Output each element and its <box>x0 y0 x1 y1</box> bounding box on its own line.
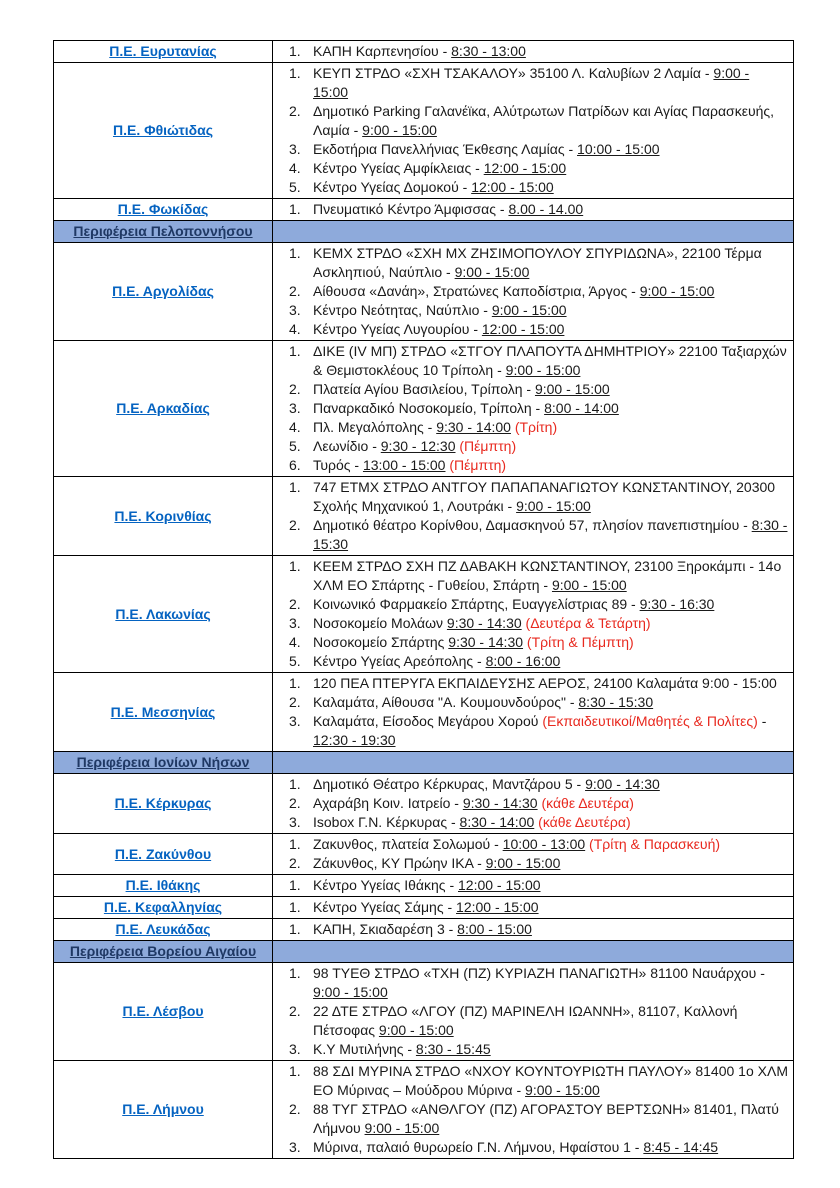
region-name-cell <box>54 243 273 341</box>
location-text: Εκδοτήρια Πανελλήνιας Έκθεσης Λαμίας - <box>313 141 578 157</box>
region-row <box>54 673 794 752</box>
item-number: 1. <box>289 558 301 574</box>
location-text: Καλαμάτα, Αίθουσα "Α. Κουμουνδούρος" - <box>313 694 579 710</box>
location-text: ΚΕΕΜ ΣΤΡΔΟ ΣΧΗ ΠΖ ΔΑΒΑΚΗ ΚΩΝΣΤΑΝΤΙΝΟΥ, 23100 Ξηροκάμπι - 14ο ΧΛΜ ΕΟ Σπάρτης - Γυθείου, Σπάρτη - <box>313 558 782 593</box>
locations-cell <box>273 199 794 221</box>
item-text <box>313 64 790 102</box>
time-range: 9:00 - 15:00 <box>516 498 591 514</box>
time-range: 12:00 - 15:00 <box>471 179 554 195</box>
time-range: 8:30 - 13:00 <box>451 43 526 59</box>
item-number: 5. <box>289 653 301 669</box>
region-link[interactable]: Π.Ε. Φωκίδας <box>117 201 209 217</box>
schedule-item <box>276 42 790 61</box>
region-name-cell <box>54 556 273 673</box>
region-row <box>54 477 794 556</box>
day-annotation: (κάθε Δευτέρα) <box>534 814 631 830</box>
region-link[interactable]: Π.Ε. Λακωνίας <box>115 605 211 622</box>
location-text: ΚΑΠΗ Καρπενησίου - <box>313 43 452 59</box>
region-name-cell <box>54 875 273 897</box>
item-text <box>313 418 790 437</box>
item-text <box>313 140 790 159</box>
schedule-item <box>276 516 790 554</box>
item-number: 2. <box>289 517 301 533</box>
item-number: 1. <box>289 776 301 792</box>
region-row <box>54 243 794 341</box>
region-link[interactable]: Π.Ε. Λευκάδας <box>115 921 211 937</box>
item-text <box>313 200 790 219</box>
item-text <box>313 102 790 140</box>
item-number: 3. <box>289 302 301 318</box>
time-range: 9:00 - 15:00 <box>454 264 530 280</box>
region-link[interactable]: Π.Ε. Λήμνου <box>122 1101 204 1117</box>
locations-cell <box>273 834 794 875</box>
location-text: Isobox Γ.Ν. Κέρκυρας - <box>313 814 460 830</box>
schedule-item <box>276 1002 790 1040</box>
locations-cell <box>273 963 794 1061</box>
time-range: 9:30 - 14:30 <box>448 634 524 650</box>
item-text <box>313 1040 790 1059</box>
location-text: Κέντρο Υγείας Ιθάκης - <box>313 877 458 893</box>
schedule-item <box>276 437 790 456</box>
time-range: 8.00 - 14.00 <box>508 201 584 217</box>
region-row <box>54 41 794 63</box>
location-text: Νοσοκομείο Σπάρτης <box>313 634 449 650</box>
schedule-item <box>276 1062 790 1100</box>
item-number: 3. <box>289 713 301 729</box>
item-number: 1. <box>289 899 301 915</box>
location-text: Παναρκαδικό Νοσοκομείο, Τρίπολη - <box>313 400 545 416</box>
schedule-item <box>276 964 790 1002</box>
time-range: 9:00 - 15:00 <box>639 283 715 299</box>
item-text <box>313 652 790 671</box>
time-range: 13:00 - 15:00 <box>362 457 446 473</box>
section-header-cell <box>54 221 273 243</box>
schedule-item <box>276 418 790 437</box>
item-text <box>313 380 790 399</box>
item-text <box>313 399 790 418</box>
region-link[interactable]: Π.Ε. Ευρυτανίας <box>109 43 217 59</box>
item-number: 2. <box>289 795 301 811</box>
section-header-row <box>54 752 794 774</box>
time-range: 8:00 - 14:00 <box>544 400 619 416</box>
section-empty-cell <box>273 752 794 774</box>
time-range: 12:00 - 15:00 <box>483 160 567 176</box>
time-range: 8:30 - 15:45 <box>415 1041 491 1057</box>
schedule-item <box>276 813 790 832</box>
location-text: Κέντρο Υγείας Αρεόπολης - <box>313 653 486 669</box>
section-header-cell <box>54 941 273 963</box>
time-range: 9:30 - 14:30 <box>462 795 538 811</box>
region-link[interactable]: Π.Ε. Κέρκυρας <box>114 795 212 811</box>
item-number: 1. <box>289 921 301 937</box>
location-text: Πλατεία Αγίου Βασιλείου, Τρίπολη - <box>313 381 535 397</box>
day-annotation: (Τρίτη) <box>510 419 558 435</box>
region-name-cell <box>54 341 273 477</box>
locations-cell <box>273 1061 794 1159</box>
item-number: 2. <box>289 1003 301 1019</box>
time-range: 12:00 - 15:00 <box>481 321 565 337</box>
locations-cell <box>273 919 794 941</box>
time-range: 9:00 - 15:00 <box>378 1022 454 1038</box>
item-number: 5. <box>289 179 301 195</box>
location-text: Πνευματικό Κέντρο Άμφισσας - <box>313 201 509 217</box>
region-row <box>54 63 794 199</box>
item-number: 3. <box>289 814 301 830</box>
schedule-item <box>276 478 790 516</box>
time-range: 8:30 - 15:30 <box>313 517 788 552</box>
item-text <box>313 835 790 854</box>
schedule-item <box>276 342 790 380</box>
item-text <box>313 178 790 197</box>
location-text: ΔΙΚΕ (IV ΜΠ) ΣΤΡΔΟ «ΣΤΓΟΥ ΠΛΑΠΟΥΤΑ ΔΗΜΗΤΡΙΟΥ» 22100 Ταξιαρχών & Θεμιστοκλέους 10 Τρίπολη - <box>313 343 787 378</box>
region-row <box>54 199 794 221</box>
location-text: 120 ΠΕΑ ΠΤΕΡΥΓΑ ΕΚΠΑΙΔΕΥΣΗΣ ΑΕΡΟΣ, 24100 Καλαμάτα 9:00 - 15:00 <box>313 675 777 691</box>
schedule-item <box>276 674 790 693</box>
locations-cell <box>273 341 794 477</box>
schedule-item <box>276 854 790 873</box>
time-range: 12:00 - 15:00 <box>456 899 539 915</box>
item-number: 5. <box>289 438 301 454</box>
location-text: ΚΕΥΠ ΣΤΡΔΟ «ΣΧΗ ΤΣΑΚΑΛΟΥ» 35100 Λ. Καλυβίων 2 Λαμία - <box>313 65 714 81</box>
region-name-cell <box>54 41 273 63</box>
time-range: 12:30 - 19:30 <box>313 732 396 748</box>
item-text <box>313 1002 790 1040</box>
region-row <box>54 919 794 941</box>
time-range: 9:30 - 14:30 <box>446 615 522 631</box>
item-text <box>313 244 790 282</box>
item-text <box>313 920 790 939</box>
time-range: 8:00 - 15:00 <box>457 921 532 937</box>
item-text <box>313 1100 790 1138</box>
schedule-item <box>276 200 790 219</box>
locations-cell <box>273 41 794 63</box>
schedule-item <box>276 399 790 418</box>
item-text <box>313 712 790 750</box>
item-number: 1. <box>289 201 301 217</box>
item-number: 3. <box>289 1041 301 1057</box>
location-text: 88 ΣΔΙ ΜΥΡΙΝΑ ΣΤΡΔΟ «ΝΧΟΥ ΚΟΥΝΤΟΥΡΙΩΤΗ ΠΑΥΛΟΥ» 81400 1ο ΧΛΜ ΕΟ Μύρινας – Μούδρου Μύρινα - <box>313 1063 788 1098</box>
region-row <box>54 774 794 834</box>
section-empty-cell <box>273 221 794 243</box>
time-range: 9:30 - 14:00 <box>436 419 511 435</box>
time-range: 9:00 - 15:00 <box>505 362 581 378</box>
region-link[interactable]: Π.Ε. Κεφαλληνίας <box>103 899 223 915</box>
schedule-item <box>276 794 790 813</box>
section-title-link[interactable]: Περιφέρεια Ιονίων Νήσων <box>76 754 250 770</box>
time-range: 9:00 - 15:00 <box>364 1120 440 1136</box>
time-range: 9:00 - 15:00 <box>551 577 627 593</box>
region-link[interactable]: Π.Ε. Αργολίδας <box>112 283 214 299</box>
item-text <box>313 516 790 554</box>
location-text: Κ.Υ Μυτιλήνης - <box>313 1041 416 1057</box>
schedule-item <box>276 614 790 633</box>
locations-cell <box>273 774 794 834</box>
section-title-link[interactable]: Περιφέρεια Πελοποννήσου <box>73 223 253 239</box>
locations-cell <box>273 897 794 919</box>
region-row <box>54 341 794 477</box>
location-text: Τυρός - <box>313 457 363 473</box>
region-name-cell <box>54 673 273 752</box>
schedule-item <box>276 301 790 320</box>
schedule-item <box>276 652 790 671</box>
item-number: 2. <box>289 103 301 119</box>
item-text <box>313 964 790 1002</box>
schedule-item <box>276 835 790 854</box>
location-text: Κέντρο Υγείας Αμφίκλειας - <box>313 160 484 176</box>
item-text <box>313 898 790 917</box>
item-number: 1. <box>289 479 301 495</box>
item-number: 1. <box>289 965 301 981</box>
item-text <box>313 557 790 595</box>
location-text: Ζάκυνθος, ΚΥ Πρώην ΙΚΑ - <box>313 855 486 871</box>
item-number: 2. <box>289 283 301 299</box>
time-range: 10:00 - 15:00 <box>577 141 660 157</box>
schedule-item <box>276 920 790 939</box>
section-header-row <box>54 221 794 243</box>
time-range: 9:30 - 12:30 <box>380 438 456 454</box>
day-annotation: (κάθε Δευτέρα) <box>537 795 634 811</box>
day-annotation: (Δευτέρα & Τετάρτη) <box>521 615 651 631</box>
item-text <box>313 674 790 693</box>
item-text <box>313 342 790 380</box>
locations-cell <box>273 477 794 556</box>
day-annotation: (Πέμπτη) <box>445 457 507 473</box>
item-number: 3. <box>289 141 301 157</box>
item-number: 1. <box>289 1063 301 1079</box>
location-text: Δημοτικό Parking Γαλανέϊκα, Αλύτρωτων Πατρίδων και Αγίας Παρασκευής, Λαμία - <box>313 103 775 138</box>
locations-cell <box>273 673 794 752</box>
item-number: 2. <box>289 1101 301 1117</box>
item-text <box>313 282 790 301</box>
item-text <box>313 42 790 61</box>
section-empty-cell <box>273 941 794 963</box>
item-number: 1. <box>289 343 301 359</box>
location-text: - <box>757 713 767 729</box>
item-number: 1. <box>289 877 301 893</box>
location-text: Πλ. Μεγαλόπολης - <box>313 419 437 435</box>
location-text: Κέντρο Νεότητας, Ναύπλιο - <box>313 302 492 318</box>
schedule-table-body <box>54 41 794 1159</box>
schedule-item <box>276 456 790 475</box>
location-text: Κοινωνικό Φαρμακείο Σπάρτης, Ευαγγελίστριας 89 - <box>313 596 640 612</box>
location-text: Αχαράβη Κοιν. Ιατρείο - <box>313 795 463 811</box>
schedule-item <box>276 159 790 178</box>
location-text: Κέντρο Υγείας Δομοκού - <box>313 179 472 195</box>
location-text: ΚΑΠΗ, Σκιαδαρέση 3 - <box>313 921 458 937</box>
item-number: 2. <box>289 381 301 397</box>
time-range: 9:00 - 15:00 <box>313 984 388 1000</box>
section-title-link[interactable]: Περιφέρεια Βορείου Αιγαίου <box>69 943 257 959</box>
item-number: 4. <box>289 321 301 337</box>
region-name-cell <box>54 1061 273 1159</box>
time-range: 9:30 - 16:30 <box>639 596 715 612</box>
time-range: 8:00 - 16:00 <box>485 653 561 669</box>
item-text <box>313 614 790 633</box>
location-text: Κέντρο Υγείας Σάμης - <box>313 899 457 915</box>
region-link[interactable]: Π.Ε. Αρκαδίας <box>116 400 210 416</box>
location-text: ΚΕΜΧ ΣΤΡΔΟ «ΣΧΗ ΜΧ ΖΗΣΙΜΟΠΟΥΛΟΥ ΣΠΥΡΙΔΩΝΑ», 22100 Τέρμα Ασκληπιού, Ναύπλιο - <box>313 245 762 280</box>
section-header-cell <box>54 752 273 774</box>
item-text <box>313 320 790 339</box>
locations-cell <box>273 63 794 199</box>
item-text <box>313 775 790 794</box>
locations-cell <box>273 556 794 673</box>
schedule-item <box>276 178 790 197</box>
region-row <box>54 556 794 673</box>
location-text: Κέντρο Υγείας Λυγουρίου - <box>313 321 482 337</box>
item-number: 1. <box>289 675 301 691</box>
schedule-item <box>276 1040 790 1059</box>
location-text: Νοσοκομείο Μολάων <box>313 615 447 631</box>
region-name-cell <box>54 199 273 221</box>
location-text: 88 ΤΥΓ ΣΤΡΔΟ «ΑΝΘΛΓΟΥ (ΠΖ) ΑΓΟΡΑΣΤΟΥ ΒΕΡΤΣΩΝΗ» 81401, Πλατύ Λήμνου <box>313 1101 779 1136</box>
time-range: 12:00 - 15:00 <box>458 877 541 893</box>
schedule-table <box>53 40 794 1159</box>
schedule-item <box>276 102 790 140</box>
region-link[interactable]: Π.Ε. Κορινθίας <box>114 507 212 524</box>
schedule-item <box>276 775 790 794</box>
region-name-cell <box>54 477 273 556</box>
region-name-cell <box>54 919 273 941</box>
time-range: 9:00 - 15:00 <box>491 302 567 318</box>
item-text <box>313 478 790 516</box>
region-row <box>54 963 794 1061</box>
item-text <box>313 813 790 832</box>
schedule-item <box>276 64 790 102</box>
time-range: 10:00 - 13:00 <box>502 836 586 852</box>
day-annotation: (Πέμπτη) <box>455 438 517 454</box>
item-number: 1. <box>289 245 301 261</box>
region-name-cell <box>54 963 273 1061</box>
region-row <box>54 1061 794 1159</box>
day-annotation: (Τρίτη & Παρασκευή) <box>585 836 721 852</box>
item-text <box>313 1138 790 1157</box>
schedule-item <box>276 282 790 301</box>
item-number: 4. <box>289 634 301 650</box>
region-row <box>54 875 794 897</box>
schedule-item <box>276 693 790 712</box>
region-name-cell <box>54 774 273 834</box>
item-number: 1. <box>289 836 301 852</box>
item-number: 2. <box>289 855 301 871</box>
region-row <box>54 834 794 875</box>
schedule-item <box>276 633 790 652</box>
item-text <box>313 693 790 712</box>
time-range: 9:00 - 15:00 <box>485 855 561 871</box>
locations-cell <box>273 875 794 897</box>
item-number: 3. <box>289 615 301 631</box>
schedule-item <box>276 595 790 614</box>
item-text <box>313 876 790 895</box>
schedule-item <box>276 712 790 750</box>
time-range: 9:00 - 15:00 <box>534 381 610 397</box>
schedule-item <box>276 898 790 917</box>
location-text: Μύρινα, παλαιό θυρωρείο Γ.Ν. Λήμνου, Ηφαίστου 1 - <box>313 1139 644 1155</box>
item-number: 1. <box>289 43 301 59</box>
location-text: Λεωνίδιο - <box>313 438 381 454</box>
item-text <box>313 1062 790 1100</box>
item-number: 3. <box>289 1139 301 1155</box>
item-number: 2. <box>289 596 301 612</box>
region-link[interactable]: Π.Ε. Μεσσηνίας <box>110 703 216 720</box>
location-text: 22 ΔΤΕ ΣΤΡΔΟ «ΛΓΟΥ (ΠΖ) ΜΑΡΙΝΕΛΗ ΙΩΑΝΝΗ», 81107, Καλλονή Πέτσοφας <box>313 1003 738 1038</box>
item-number: 1. <box>289 65 301 81</box>
section-header-row <box>54 941 794 963</box>
location-text: Ζακυνθος, πλατεία Σολωμού - <box>313 836 503 852</box>
time-range: 9:00 - 15:00 <box>362 122 437 138</box>
region-row <box>54 897 794 919</box>
region-link[interactable]: Π.Ε. Λέσβου <box>122 1003 204 1019</box>
item-number: 4. <box>289 419 301 435</box>
schedule-item <box>276 244 790 282</box>
time-range: 9:00 - 15:00 <box>525 1082 600 1098</box>
item-text <box>313 633 790 652</box>
location-text: Δημοτικό Θέατρο Κέρκυρας, Μαντζάρου 5 - <box>313 776 586 792</box>
location-text: Δημοτικό θέατρο Κορίνθου, Δαμασκηνού 57, πλησίον πανεπιστημίου - <box>313 517 752 533</box>
schedule-item <box>276 320 790 339</box>
item-text <box>313 456 790 475</box>
item-text <box>313 301 790 320</box>
item-text <box>313 437 790 456</box>
locations-cell <box>273 243 794 341</box>
location-text: Καλαμάτα, Είσοδος Μεγάρου Χορού <box>313 713 543 729</box>
item-text <box>313 794 790 813</box>
schedule-item <box>276 1100 790 1138</box>
day-annotation: (Τρίτη & Πέμπτη) <box>523 634 634 650</box>
location-text: 98 ΤΥΕΘ ΣΤΡΔΟ «ΤΧΗ (ΠΖ) ΚΥΡΙΑΖΗ ΠΑΝΑΓΙΩΤΗ» 81100 Ναυάρχου - <box>313 965 765 981</box>
item-text <box>313 159 790 178</box>
region-link[interactable]: Π.Ε. Φθιώτιδας <box>112 122 214 138</box>
schedule-item <box>276 557 790 595</box>
item-number: 2. <box>289 694 301 710</box>
region-name-cell <box>54 897 273 919</box>
schedule-item <box>276 140 790 159</box>
schedule-item <box>276 1138 790 1157</box>
time-range: 8:30 - 14:00 <box>459 814 535 830</box>
region-link[interactable]: Π.Ε. Ιθάκης <box>125 877 201 893</box>
location-text: 747 ΕΤΜΧ ΣΤΡΔΟ ΑΝΤΓΟΥ ΠΑΠΑΠΑΝΑΓΙΩΤΟΥ ΚΩΝΣΤΑΝΤΙΝΟΥ, 20300 Σχολής Μηχανικού 1, Λουτράκι - <box>313 479 776 514</box>
time-range: 8:30 - 15:30 <box>578 694 654 710</box>
time-range: 9:00 - 15:00 <box>313 65 750 100</box>
schedule-item <box>276 876 790 895</box>
region-name-cell <box>54 834 273 875</box>
item-text <box>313 595 790 614</box>
schedule-item <box>276 380 790 399</box>
time-range: 8:45 - 14:45 <box>643 1139 719 1155</box>
location-text: Αίθουσα «Δανάη», Στρατώνες Καποδίστρια, Άργος - <box>313 283 640 299</box>
time-range: 9:00 - 14:30 <box>585 776 660 792</box>
item-number: 6. <box>289 457 301 473</box>
item-text <box>313 854 790 873</box>
item-number: 3. <box>289 400 301 416</box>
region-link[interactable]: Π.Ε. Ζακύνθου <box>114 845 212 862</box>
region-name-cell <box>54 63 273 199</box>
day-annotation: (Εκπαιδευτικοί/Μαθητές & Πολίτες) <box>542 713 758 729</box>
item-number: 4. <box>289 160 301 176</box>
